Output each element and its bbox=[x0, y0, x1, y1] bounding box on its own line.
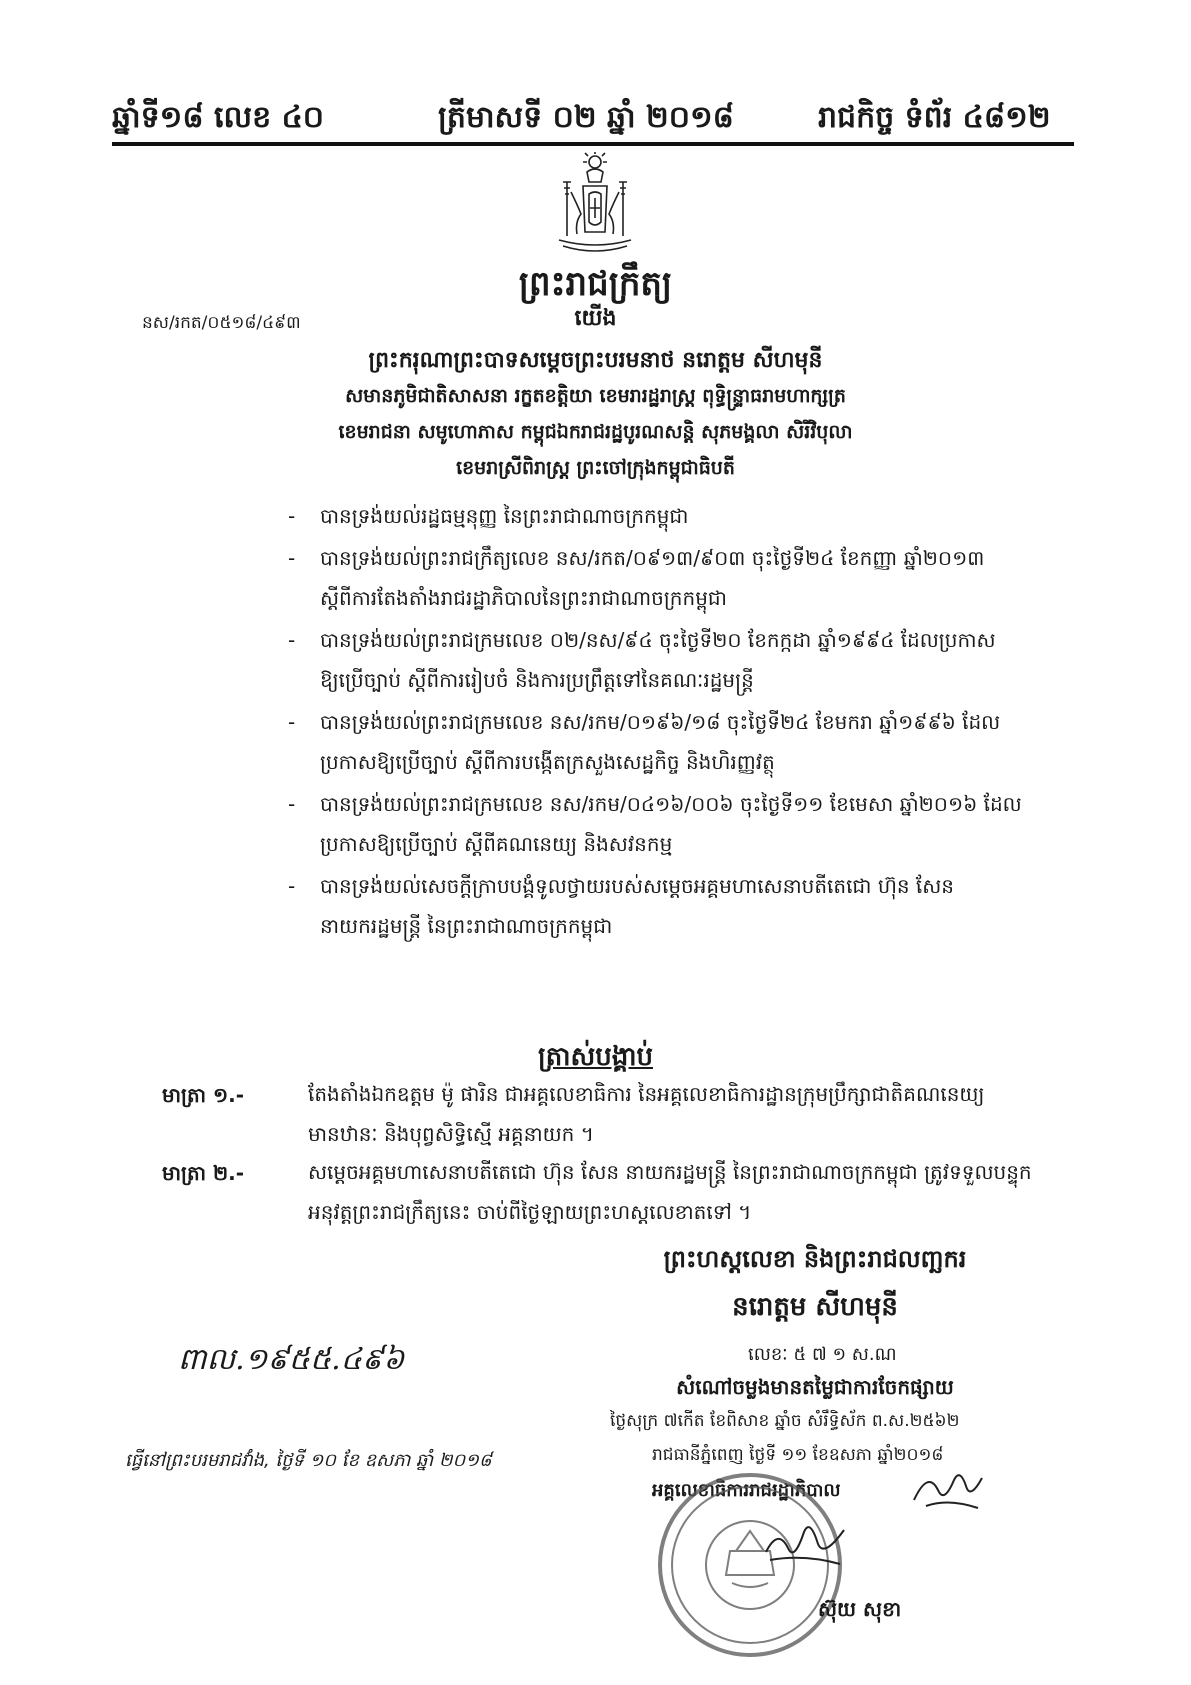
preamble-line-1: ព្រះករុណាព្រះបាទសម្តេចព្រះបរមនាថ នរោត្តម សីហមុនី bbox=[368, 348, 823, 373]
preamble-line-3: ខេមរាជនា សមូហោភាស កម្ពុជឯករាជរដ្ឋបូរណសន្តិ សុភមង្គលា សិរីវិបុលា bbox=[338, 421, 853, 443]
consideration-line: នាយករដ្ឋមន្ត្រី នៃព្រះរាជាណាចក្រកម្ពុជា bbox=[320, 914, 613, 938]
article-2-label: មាត្រា ២.- bbox=[162, 1161, 245, 1185]
article-line: តែងតាំងឯកឧត្តម ម៉ូ ផារិន ជាអគ្គលេខាធិការ នៃអគ្គលេខាធិការដ្ឋានក្រុមប្រឹក្សាជាតិគណនេយ្យ bbox=[308, 1082, 985, 1106]
consideration-text bbox=[320, 538, 984, 618]
article-1-label: មាត្រា ១.- bbox=[162, 1083, 245, 1107]
preamble-line-2: សមានភូមិជាតិសាសនា រក្ខតខត្តិយា ខេមរារដ្ឋរាស្ត្រ ពុទ្ធិន្ទ្រាធរាមហាក្សត្រ bbox=[345, 385, 846, 407]
gazette-year-issue: ឆ្នាំទី១៨ លេខ ៤០ bbox=[112, 100, 325, 135]
decree-we-label: យើង bbox=[574, 306, 617, 331]
consideration-item bbox=[288, 784, 1068, 864]
gazette-date: ត្រីមាសទី ០២ ឆ្នាំ ២០១៨ bbox=[438, 100, 734, 135]
consideration-line: បានទ្រង់យល់រដ្ឋធម្មនុញ្ញ នៃព្រះរាជាណាចក្រកម្ពុជា bbox=[320, 504, 689, 528]
consideration-text bbox=[320, 784, 1022, 864]
office-title: អគ្គលេខាធិការរាជរដ្ឋាភិបាល bbox=[652, 1480, 841, 1501]
signatory-name: ស៊ុយ សុខា bbox=[818, 1597, 902, 1621]
article-1-text bbox=[308, 1074, 1088, 1154]
list-dash: - bbox=[288, 546, 296, 570]
article-line: មានឋានៈ និងបុព្វសិទ្ធិស្មើ អគ្គនាយក ។ bbox=[308, 1122, 594, 1146]
consideration-line: ប្រកាសឱ្យប្រើច្បាប់ ស្តីពីការបង្កើតក្រសួងសេដ្ឋកិច្ច និងហិរញ្ញវត្ថុ bbox=[320, 750, 775, 774]
consideration-line: បានទ្រង់យល់ព្រះរាជក្រមលេខ ០២/នស/៩៤ ចុះថ្ងៃទី២០ ខែកក្កដា ឆ្នាំ១៩៩៤ ដែលប្រកាស bbox=[320, 628, 996, 652]
consideration-text bbox=[320, 866, 954, 946]
consideration-line: ប្រកាសឱ្យប្រើច្បាប់ ស្តីពីគណនេយ្យ និងសវនកម្ម bbox=[320, 832, 673, 856]
consideration-text bbox=[320, 496, 688, 536]
list-dash: - bbox=[288, 792, 296, 816]
official-date: រាជធានីភ្នំពេញ ថ្ងៃទី ១១ ខែឧសភា ឆ្នាំ២០១៨ bbox=[652, 1445, 944, 1465]
royal-coat-of-arms-icon bbox=[545, 152, 645, 257]
certified-copy-number: លេខៈ ៥ ៧ ១ ស.ណ bbox=[748, 1344, 897, 1365]
consideration-line: ឱ្យប្រើច្បាប់ ស្តីពីការរៀបចំ និងការប្រព្រឹត្តទៅនៃគណៈរដ្ឋមន្ត្រី bbox=[320, 668, 754, 692]
header-divider bbox=[112, 142, 1074, 146]
decree-reference-number: នស/រកត/០៥១៨/៤៩៣ bbox=[142, 313, 301, 333]
list-dash: - bbox=[288, 504, 296, 528]
consideration-line: បានទ្រង់យល់ព្រះរាជក្រមលេខ នស/រកម/០១៩៦/១៨ ចុះថ្ងៃទី២៤ ខែមករា ឆ្នាំ១៩៩៦ ដែល bbox=[320, 710, 1001, 734]
consideration-line: បានទ្រង់យល់ព្រះរាជក្រមលេខ នស/រកម/០៤១៦/០០៦ ចុះថ្ងៃទី១១ ខែមេសា ឆ្នាំ២០១៦ ដែល bbox=[320, 792, 1022, 816]
king-name: នរោត្តម សីហមុនី bbox=[732, 1292, 898, 1322]
considerations-list bbox=[288, 496, 1068, 946]
consideration-text bbox=[320, 702, 1000, 782]
list-dash: - bbox=[288, 874, 296, 898]
consideration-line: ស្តីពីការតែងតាំងរាជរដ្ឋាភិបាលនៃព្រះរាជាណាចក្រកម្ពុជា bbox=[320, 586, 727, 610]
preamble-line-4: ខេមរាស្រីពិរាស្ត្រ ព្រះចៅក្រុងកម្ពុជាធិបតី bbox=[456, 457, 735, 479]
certified-copy-statement: សំណៅចម្លងមានតម្លៃជាការចែកផ្សាយ bbox=[676, 1375, 954, 1399]
article-line: អនុវត្តព្រះរាជក្រឹត្យនេះ ចាប់ពីថ្ងៃឡាយព្រះហស្តលេខាតទៅ ។ bbox=[308, 1200, 752, 1224]
consideration-item bbox=[288, 702, 1068, 782]
signature-scribble-icon bbox=[908, 1460, 988, 1520]
list-dash: - bbox=[288, 710, 296, 734]
list-dash: - bbox=[288, 628, 296, 652]
handwritten-reference: ពាល.១៩៥៥.៤៩៦ bbox=[178, 1342, 405, 1377]
consideration-item bbox=[288, 620, 1068, 700]
consideration-line: បានទ្រង់យល់សេចក្តីក្រាបបង្គំទូលថ្វាយរបស់សម្តេចអគ្គមហាសេនាបតីតេជោ ហ៊ុន សែន bbox=[320, 874, 955, 898]
article-line: សម្តេចអគ្គមហាសេនាបតីតេជោ ហ៊ុន សែន នាយករដ្ឋមន្ត្រី នៃព្រះរាជាណាចក្រកម្ពុជា ត្រូវទទួលបន្ទុក bbox=[308, 1160, 1032, 1184]
royal-signature-caption: ព្រះហស្តលេខា និងព្រះរាជលញ្ឆករ bbox=[663, 1245, 967, 1273]
article-2-text bbox=[308, 1152, 1088, 1232]
place-and-date: ធ្វើនៅព្រះបរមរាជវាំង, ថ្ងៃទី ១០ ខែ ឧសភា ឆ្នាំ ២០១៨ bbox=[125, 1450, 492, 1471]
consideration-line: បានទ្រង់យល់ព្រះរាជក្រឹត្យលេខ នស/រកត/០៩១៣/៩០៣ ចុះថ្ងៃទី២៤ ខែកញ្ញា ឆ្នាំ២០១៣ bbox=[320, 546, 985, 570]
lunar-date: ថ្ងៃសុក្រ ៧កើត ខែពិសាខ ឆ្នាំច សំរឹទ្ធិស័ក ព.ស.២៥៦២ bbox=[610, 1411, 960, 1431]
gazette-page-number: រាជកិច្ច ទំព័រ ៤៨១២ bbox=[818, 100, 1051, 135]
consideration-item bbox=[288, 538, 1068, 618]
decree-heading: ត្រាស់បង្គាប់ bbox=[537, 1042, 654, 1072]
document-title: ព្រះរាជក្រឹត្យ bbox=[518, 264, 673, 304]
official-signature-icon bbox=[760, 1508, 850, 1578]
consideration-item bbox=[288, 866, 1068, 946]
consideration-text bbox=[320, 620, 996, 700]
consideration-item bbox=[288, 496, 1068, 536]
